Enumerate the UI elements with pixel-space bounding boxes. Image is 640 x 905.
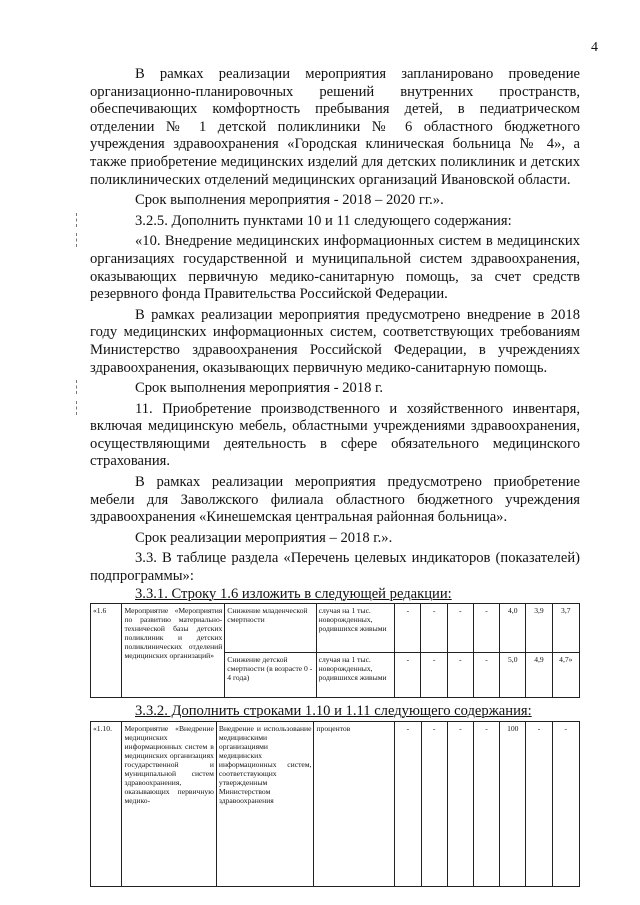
- paragraph: [90, 401, 580, 471]
- value-cell: -: [473, 722, 499, 887]
- value-cell: -: [447, 722, 473, 887]
- row-number: «1.6: [91, 604, 122, 698]
- indicator-name: Снижение детской смертности (в возрасте 0 - 4 года): [225, 653, 316, 698]
- table-row: [91, 722, 580, 887]
- table-row: [91, 604, 580, 653]
- subheading: 3.3.2. Дополнить строками 1.10 и 1.11 следующего содержания:: [135, 703, 532, 719]
- unit: случая на 1 тыс. новорожденных, родившихся живыми: [316, 604, 395, 653]
- value-cell: 4,7»: [552, 653, 579, 698]
- value-cell: -: [395, 722, 421, 887]
- event-name: Мероприятие «Внедрение медицинских информационных систем в медицинских организациях государственной и муниципальной систем здравоохранения, оказывающих первичную медико-: [122, 722, 216, 887]
- indicator-table-1-6: [90, 603, 580, 698]
- value-cell: 4,9: [526, 653, 552, 698]
- paragraph-text: «10. Внедрение медицинских информационных систем в медицинских организациях государственной и муниципальной систем здравоохранения, оказывающих первичную медико-санитарную помощь, за счет средств резервного фонда Правительства Российской Федерации.: [90, 233, 580, 303]
- margin-mark: [76, 380, 78, 394]
- paragraph: [90, 233, 580, 303]
- value-cell: 100: [500, 722, 526, 887]
- document-body: [90, 66, 580, 603]
- value-cell: -: [395, 604, 421, 653]
- paragraph: В рамках реализации мероприятия предусмотрено приобретение мебели для Заволжского филиала областного бюджетного учреждения здравоохранения «Кинешемская центральная районная больница».: [90, 474, 580, 526]
- subheading: 3.3.1. Строку 1.6 изложить в следующей редакции:: [135, 585, 452, 602]
- value-cell: 5,0: [500, 653, 526, 698]
- paragraph-text: 11. Приобретение производственного и хозяйственного инвентаря, включая медицинскую мебель, областными учреждениями здравоохранения, осуществляющими деятельность в сфере обязательного медицинского страхования.: [90, 400, 580, 470]
- value-cell: -: [421, 653, 447, 698]
- page-number: 4: [591, 40, 598, 55]
- value-cell: -: [473, 653, 499, 698]
- value-cell: -: [421, 722, 447, 887]
- value-cell: 4,0: [500, 604, 526, 653]
- value-cell: -: [473, 604, 499, 653]
- value-cell: -: [552, 722, 579, 887]
- indicator-table-1-10: [90, 721, 580, 887]
- value-cell: -: [526, 722, 552, 887]
- event-name: Мероприятие «Мероприятия по развитию материально-технической базы детских поликлиник и детских поликлинических отделений медицинских организаций»: [122, 604, 225, 698]
- value-cell: -: [395, 653, 421, 698]
- value-cell: -: [447, 604, 473, 653]
- margin-mark: [76, 233, 78, 247]
- paragraph: [90, 380, 580, 398]
- margin-mark: [76, 401, 78, 415]
- value-cell: 3,7: [552, 604, 579, 653]
- paragraph: Срок реализации мероприятия – 2018 г.».: [135, 529, 393, 546]
- paragraph: В рамках реализации мероприятия предусмотрено внедрение в 2018 году медицинских информационных систем, соответствующих требованиям Министерство здравоохранения Российской Федерации, в учреждениях здравоохранения, оказывающих первичную медико-санитарную помощь.: [90, 306, 580, 376]
- unit: процентов: [314, 722, 395, 887]
- paragraph-text: Срок выполнения мероприятия - 2018 г.: [135, 380, 384, 397]
- value-cell: -: [421, 604, 447, 653]
- row-number: «1.10.: [91, 722, 122, 887]
- value-cell: -: [447, 653, 473, 698]
- unit: случая на 1 тыс. новорожденных, родившихся живыми: [316, 653, 395, 698]
- paragraph: 3.3. В таблице раздела «Перечень целевых индикаторов (показателей) подпрограммы»:: [90, 550, 580, 585]
- paragraph-text: 3.2.5. Дополнить пунктами 10 и 11 следующего содержания:: [135, 212, 512, 229]
- indicator-name: Снижение младенческой смертности: [225, 604, 316, 653]
- paragraph: Срок выполнения мероприятия - 2018 – 2020 гг.».: [135, 192, 444, 209]
- value-cell: 3,9: [526, 604, 552, 653]
- indicator-name: Внедрение и использование медицинскими организациями медицинских информационных систем, соответствующих утвержденным Министерством здравоохранения: [216, 722, 314, 887]
- paragraph: В рамках реализации мероприятия запланировано проведение организационно-планировочных решений внутренних пространств, обеспечивающих комфортность пребывания детей, в педиатрическом отделении № 1 детской поликлиники № 6 областного бюджетного учреждения здравоохранения «Городская клиническая больница № 4», а также приобретение медицинских изделий для детских поликлиник и детских поликлинических отделений медицинских организаций Ивановской области.: [90, 66, 580, 188]
- margin-mark: [76, 213, 78, 227]
- paragraph: [90, 213, 580, 231]
